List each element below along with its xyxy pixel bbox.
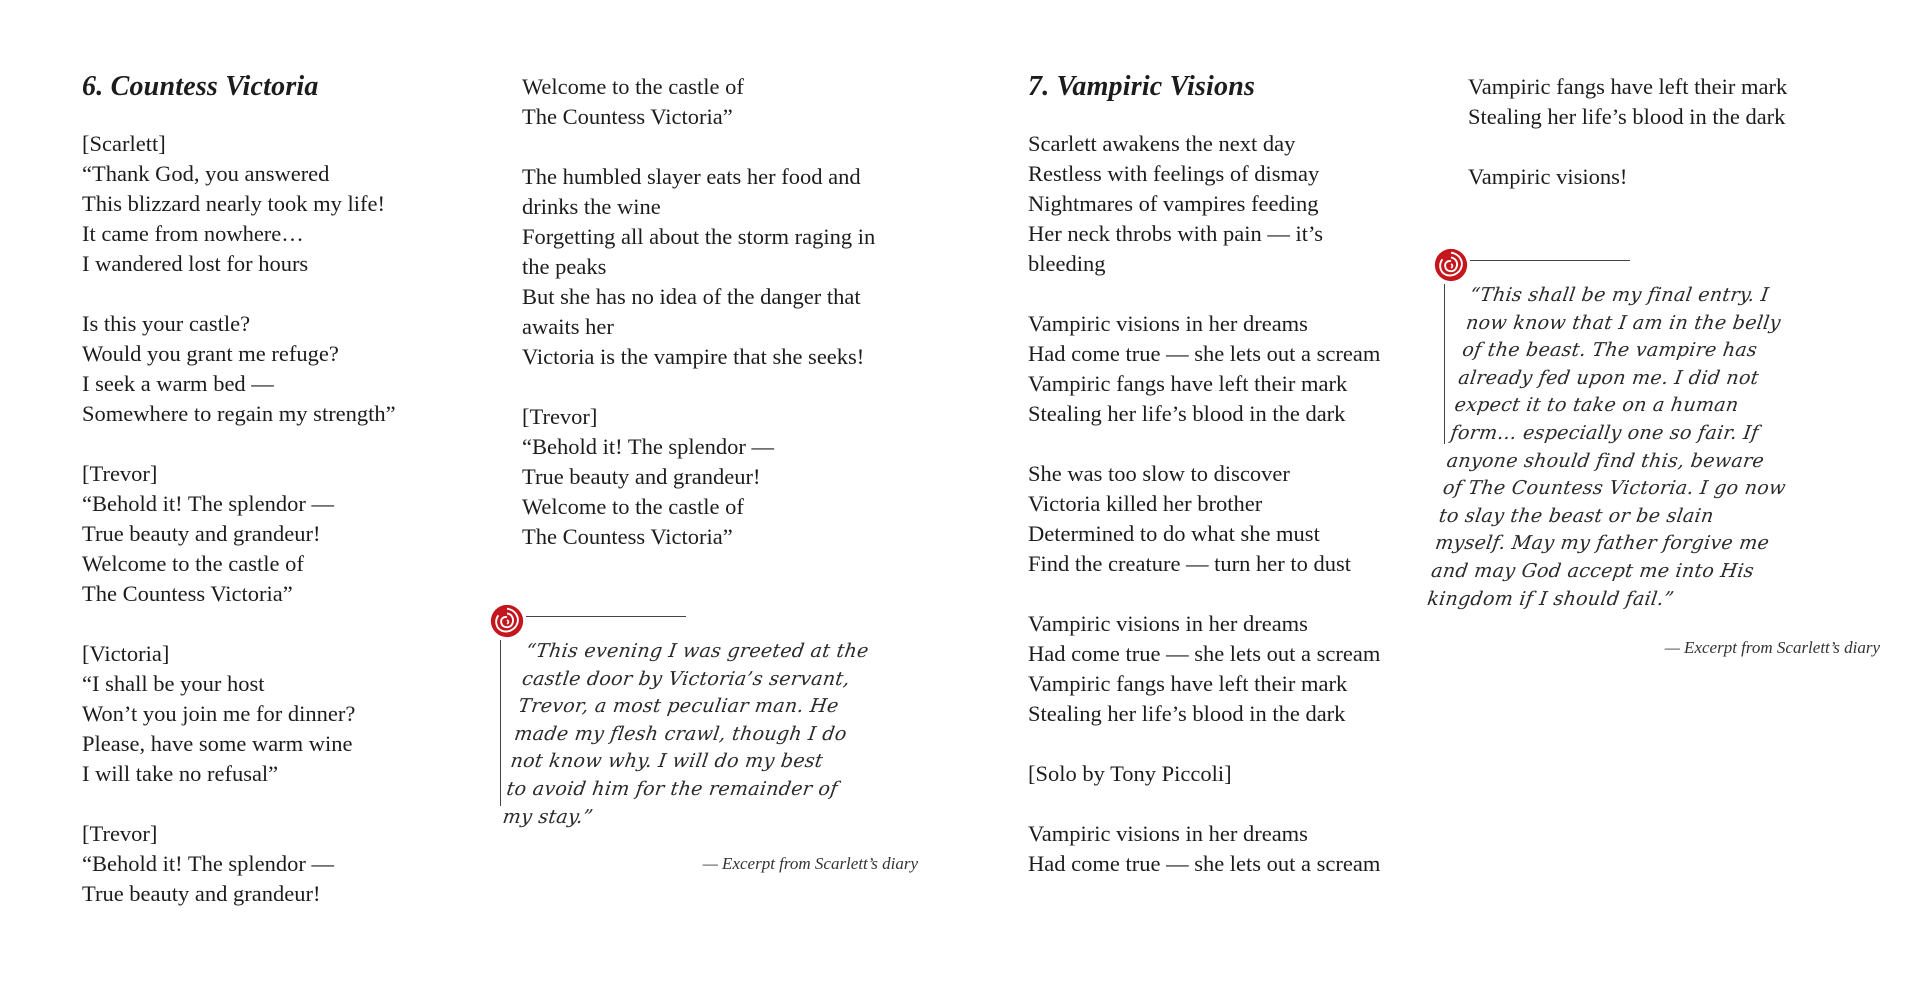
song6-col2-lyrics — [522, 72, 962, 552]
lyric-line: Welcome to the castle of — [522, 494, 744, 519]
lyric-line: Stealing her life’s blood in the dark — [1028, 401, 1346, 426]
lyric-line: bleeding — [1028, 251, 1106, 276]
song7-column-1 — [1028, 72, 1468, 909]
lyric-line: [Victoria] — [82, 641, 170, 666]
lyric-line: I will take no refusal” — [82, 761, 279, 786]
stanza — [522, 162, 962, 372]
lyric-line: Her neck throbs with pain — it’s — [1028, 221, 1323, 246]
diary-divider — [1470, 260, 1630, 261]
diary-line: myself. May my father forgive me — [1433, 532, 1771, 555]
lyric-line: True beauty and grandeur! — [82, 521, 321, 546]
diary-line: “This evening I was greeted at the — [524, 640, 871, 662]
lyric-line: I seek a warm bed — — [82, 371, 274, 396]
lyric-line: “I shall be your host — [82, 671, 265, 696]
stanza — [82, 129, 522, 279]
lyric-line: Find the creature — turn her to dust — [1028, 551, 1352, 576]
lyric-line: Scarlett awakens the next day — [1028, 131, 1296, 156]
diary-line: and may God accept me into His — [1429, 559, 1756, 582]
stanza — [1028, 309, 1468, 429]
song6-title: 6. Countess Victoria — [82, 71, 319, 102]
diary-line: not know why. I will do my best — [509, 750, 825, 773]
stanza — [1028, 819, 1468, 879]
lyric-line: Vampiric fangs have left their mark — [1028, 371, 1348, 396]
lyric-line: Vampiric visions in her dreams — [1028, 821, 1308, 846]
song7-col3-lyrics — [1028, 129, 1468, 879]
lyric-line: The humbled slayer eats her food and — [522, 164, 861, 189]
diary-1-signature: — Excerpt from Scarlett’s diary — [702, 854, 918, 873]
diary-line: castle door by Victoria’s servant, — [520, 667, 852, 690]
diary-line: to slay the beast or be slain — [1437, 504, 1716, 527]
lyric-line: “Behold it! The splendor — — [522, 434, 775, 459]
stanza — [82, 309, 522, 429]
lyric-line: True beauty and grandeur! — [82, 881, 321, 906]
diary-2-text — [1425, 282, 1814, 613]
diary-line: Trevor, a most peculiar man. He — [516, 695, 841, 718]
diary-line: kingdom if I should fail.” — [1425, 587, 1676, 610]
lyric-line: Vampiric fangs have left their mark — [1468, 74, 1788, 99]
lyric-line: Determined to do what she must — [1028, 521, 1320, 546]
lyric-line: It came from nowhere… — [82, 221, 304, 246]
diary-line: of the beast. The vampire has — [1460, 339, 1759, 362]
rose-icon — [488, 602, 526, 640]
lyric-line: Stealing her life’s blood in the dark — [1028, 701, 1346, 726]
diary-line: “This shall be my final entry. I — [1468, 284, 1771, 306]
stanza — [82, 819, 522, 909]
stanza — [1028, 609, 1468, 729]
lyric-line: Vampiric visions in her dreams — [1028, 611, 1308, 636]
song7-column-2 — [1468, 72, 1908, 222]
lyric-line: Victoria killed her brother — [1028, 491, 1263, 516]
lyric-line: Vampiric fangs have left their mark — [1028, 671, 1348, 696]
lyric-line: Had come true — she lets out a scream — [1028, 641, 1381, 666]
lyric-line: Vampiric visions! — [1468, 164, 1628, 189]
lyric-line: [Trevor] — [82, 461, 158, 486]
stanza — [1028, 129, 1468, 279]
lyric-line: “Thank God, you answered — [82, 161, 330, 186]
diary-margin-line — [1444, 284, 1445, 444]
lyric-line: But she has no idea of the danger that — [522, 284, 861, 309]
lyric-line: Is this your castle? — [82, 311, 251, 336]
lyric-line: Won’t you join me for dinner? — [82, 701, 356, 726]
lyric-line: Would you grant me refuge? — [82, 341, 339, 366]
lyric-line: [Trevor] — [522, 404, 598, 429]
lyric-line: [Trevor] — [82, 821, 158, 846]
lyric-line: Restless with feelings of dismay — [1028, 161, 1320, 186]
lyric-line: [Solo by Tony Piccoli] — [1028, 761, 1232, 786]
diary-line: made my flesh crawl, though I do — [512, 722, 849, 745]
lyric-line: This blizzard nearly took my life! — [82, 191, 386, 216]
diary-line: of The Countess Victoria. I go now — [1441, 477, 1788, 500]
diary-line: anyone should find this, beware — [1445, 449, 1766, 472]
lyric-line: Had come true — she lets out a scream — [1028, 341, 1381, 366]
lyric-line: “Behold it! The splendor — — [82, 851, 335, 876]
diary-line: form… especially one so fair. If — [1449, 421, 1761, 444]
lyric-line: The Countess Victoria” — [522, 104, 733, 129]
lyric-line: Welcome to the castle of — [522, 74, 744, 99]
diary-margin-line — [500, 640, 501, 806]
diary-line: to avoid him for the remainder of — [505, 777, 840, 800]
rose-icon — [1432, 246, 1470, 284]
lyric-line: Vampiric visions in her dreams — [1028, 311, 1308, 336]
stanza — [82, 639, 522, 789]
lyric-line: True beauty and grandeur! — [522, 464, 761, 489]
diary-line: my stay.” — [501, 805, 595, 828]
lyric-line: drinks the wine — [522, 194, 661, 219]
lyric-line: The Countess Victoria” — [82, 581, 293, 606]
lyric-line: The Countess Victoria” — [522, 524, 733, 549]
lyric-line: [Scarlett] — [82, 131, 166, 156]
stanza — [1028, 459, 1468, 579]
stanza — [1468, 72, 1908, 132]
diary-divider — [526, 616, 686, 617]
stanza — [522, 72, 962, 132]
lyric-line: Please, have some warm wine — [82, 731, 353, 756]
lyric-line: awaits her — [522, 314, 614, 339]
song6-column-1 — [82, 72, 522, 939]
diary-line: already fed upon me. I did not — [1456, 366, 1761, 389]
diary-1-text — [501, 638, 871, 831]
lyric-line: Victoria is the vampire that she seeks! — [522, 344, 865, 369]
diary-2-signature: — Excerpt from Scarlett’s diary — [1664, 638, 1880, 657]
lyric-line: Forgetting all about the storm raging in — [522, 224, 876, 249]
stanza — [1028, 759, 1468, 789]
lyric-line: She was too slow to discover — [1028, 461, 1290, 486]
lyric-line: the peaks — [522, 254, 607, 279]
lyric-line: Stealing her life’s blood in the dark — [1468, 104, 1786, 129]
stanza — [82, 459, 522, 609]
lyric-line: Nightmares of vampires feeding — [1028, 191, 1319, 216]
song6-column-2 — [522, 72, 962, 582]
lyric-line: Had come true — she lets out a scream — [1028, 851, 1381, 876]
song7-col4-lyrics — [1468, 72, 1908, 192]
song7-title: 7. Vampiric Visions — [1028, 71, 1256, 102]
song6-col1-lyrics — [82, 129, 522, 909]
lyric-line: Somewhere to regain my strength” — [82, 401, 396, 426]
lyric-line: “Behold it! The splendor — — [82, 491, 335, 516]
stanza — [1468, 162, 1908, 192]
lyric-line: Welcome to the castle of — [82, 551, 304, 576]
diary-line: now know that I am in the belly — [1464, 311, 1783, 334]
diary-line: expect it to take on a human — [1453, 394, 1741, 417]
stanza — [522, 402, 962, 552]
lyric-line: I wandered lost for hours — [82, 251, 309, 276]
